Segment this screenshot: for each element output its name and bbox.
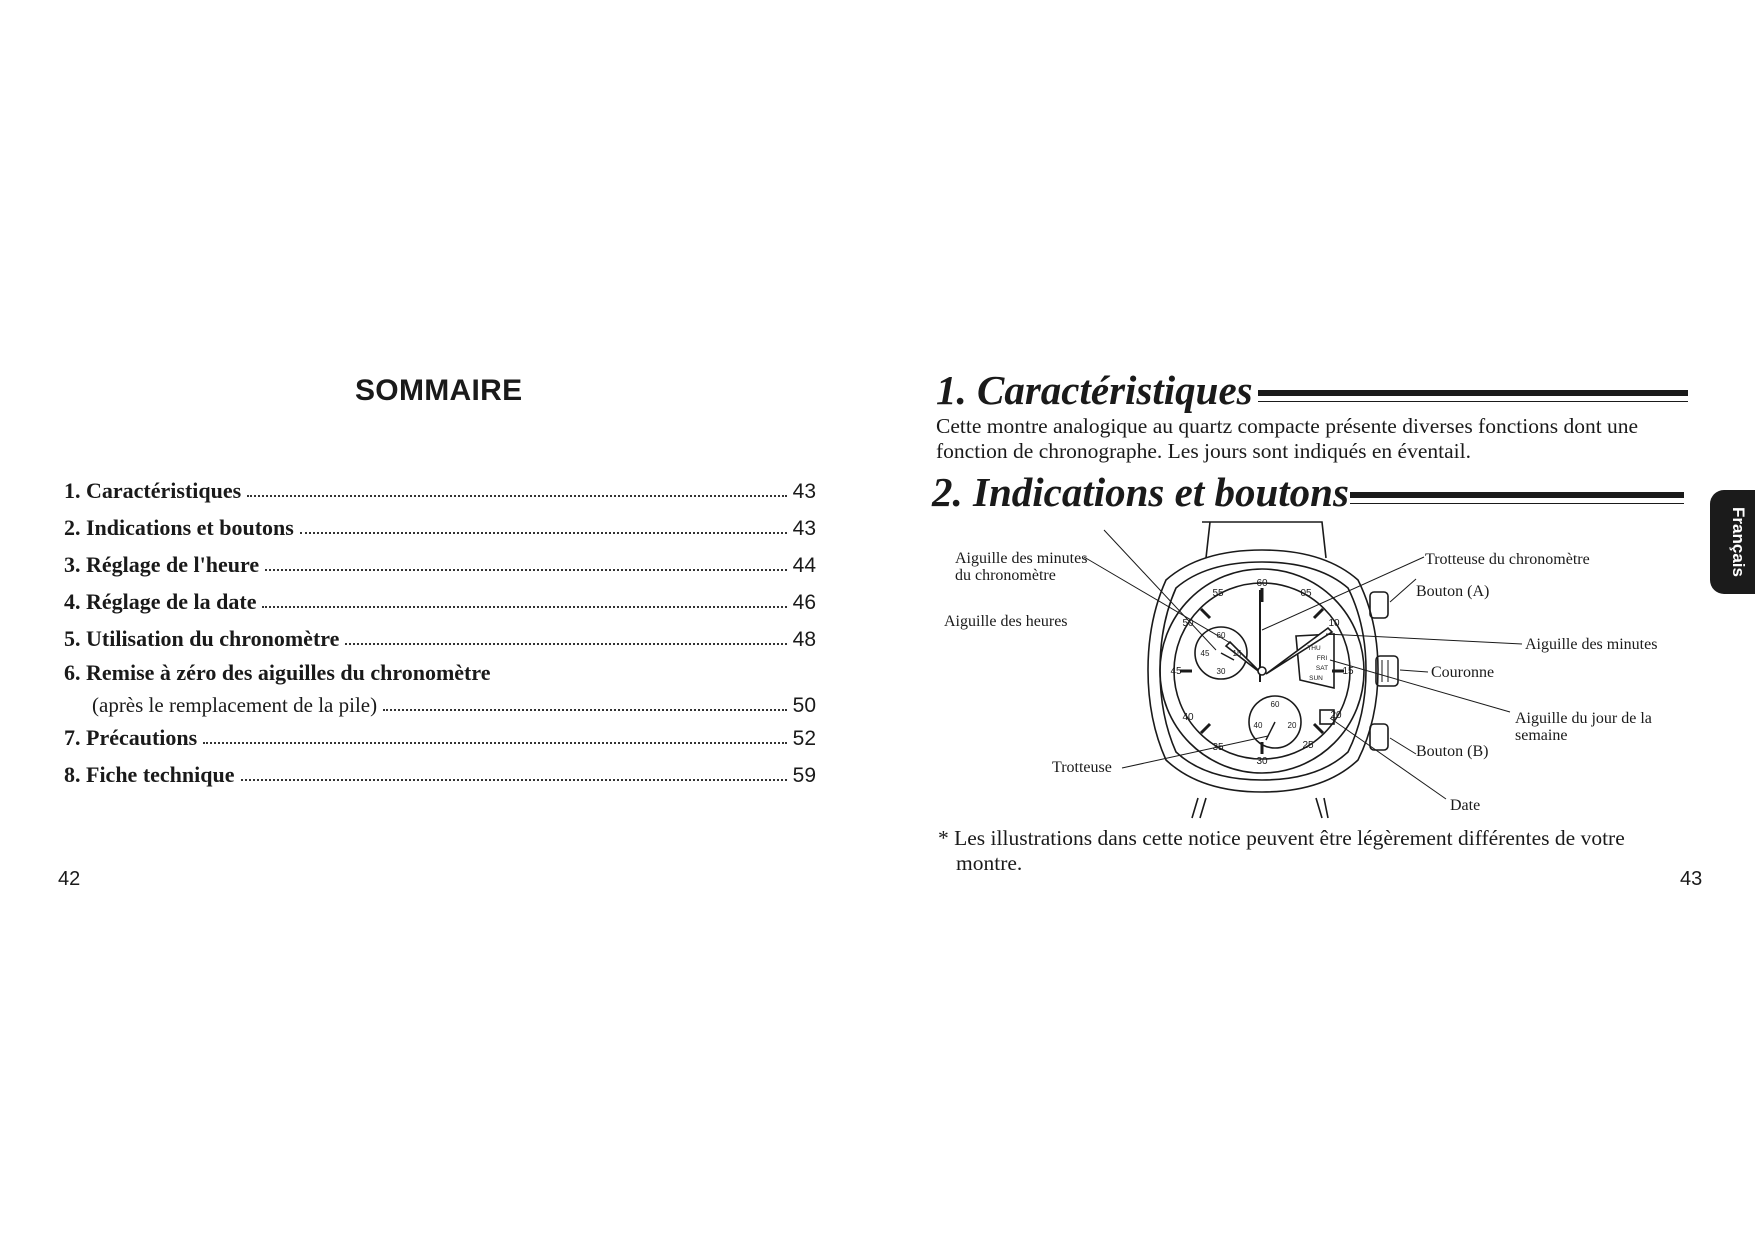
- title-rule-thick: [1350, 492, 1684, 498]
- watch-strap-top: [1202, 522, 1326, 558]
- label-chrono-second-hand: Trotteuse du chronomètre: [1425, 551, 1590, 568]
- dial-outer-number: 20: [1330, 710, 1342, 721]
- subdial-number: 40: [1253, 721, 1263, 730]
- toc-leader-dots: [345, 643, 786, 645]
- label-line: Aiguille des minutes: [955, 550, 1088, 567]
- dial-outer-number: 50: [1182, 618, 1194, 629]
- section1-line: Cette montre analogique au quartz compacte présente diverses fonctions dont une: [936, 414, 1639, 438]
- toc-leader-dots: [383, 709, 787, 711]
- label-line: du chronomètre: [955, 567, 1056, 584]
- toc-entry-label: 7. Précautions: [64, 725, 198, 750]
- dial-outer-number: 35: [1212, 742, 1224, 753]
- toc-entry[interactable]: [64, 585, 816, 615]
- dial-outer-number: 25: [1302, 740, 1314, 751]
- toc-entry[interactable]: [64, 474, 816, 504]
- dial-outer-number: 45: [1170, 666, 1182, 677]
- label-line: Aiguille du jour de la: [1515, 710, 1652, 727]
- dial-outer-number: 60: [1256, 578, 1268, 589]
- leader-minute-hand: [1326, 634, 1522, 644]
- toc-leader-dots: [300, 532, 787, 534]
- illustration-note: [938, 826, 1698, 876]
- toc-entry-page: 59: [792, 764, 816, 787]
- day-label: SAT: [1315, 665, 1329, 672]
- toc-entry[interactable]: [64, 511, 816, 541]
- toc-leader-dots: [241, 779, 787, 781]
- toc-entry-label: 3. Réglage de l'heure: [64, 552, 260, 577]
- label-line: semaine: [1515, 727, 1568, 744]
- toc-entry-page: 43: [792, 517, 816, 540]
- label-minute-hand: Aiguille des minutes: [1525, 636, 1658, 653]
- toc-entry-label: 2. Indications et boutons: [64, 515, 294, 540]
- toc-leader-dots: [262, 606, 786, 608]
- toc-entry[interactable]: [64, 688, 816, 718]
- subdial-number: 15: [1232, 649, 1242, 658]
- dial-outer-number: 55: [1212, 588, 1224, 599]
- crown-shape: [1376, 656, 1398, 686]
- title-rule-thin: [1350, 503, 1684, 504]
- toc-leader-dots: [247, 495, 786, 497]
- toc-entry-page: 52: [792, 727, 816, 750]
- toc-leader-dots: [203, 742, 786, 744]
- watch-strap-bottom: [1192, 798, 1328, 818]
- dial-outer-number: 30: [1256, 756, 1268, 767]
- toc-entry-page: 43: [792, 480, 816, 503]
- label-small-seconds: Trotteuse: [1052, 759, 1112, 776]
- note-line: montre.: [956, 851, 1023, 875]
- subdial-number: 45: [1200, 649, 1210, 658]
- label-date: Date: [1450, 797, 1481, 814]
- leader-crown: [1400, 670, 1428, 672]
- title-rule-thin: [1258, 401, 1688, 402]
- label-chrono-minute-hand: [955, 550, 1087, 584]
- toc-entry[interactable]: [64, 548, 816, 578]
- dial-outer-number: 05: [1300, 588, 1312, 599]
- language-tab-label: Français: [1728, 507, 1748, 577]
- section1-line: fonction de chronographe. Les jours sont indiqués en éventail.: [936, 439, 1471, 463]
- label-button-a: Bouton (A): [1416, 583, 1490, 600]
- page-number-left: 42: [58, 868, 81, 890]
- toc-leader-dots: [265, 569, 787, 571]
- subdial-number: 20: [1287, 721, 1297, 730]
- day-label: THU: [1307, 645, 1321, 652]
- section-title-caracteristiques: 1. Caractéristiques: [936, 367, 1253, 413]
- label-hour-hand: Aiguille des heures: [944, 613, 1068, 630]
- label-button-b: Bouton (B): [1416, 743, 1489, 760]
- toc-entry-label: 5. Utilisation du chronomètre: [64, 626, 340, 651]
- button-b-shape: [1370, 724, 1388, 750]
- day-label: FRI: [1316, 655, 1328, 662]
- toc-entry-page: 48: [792, 628, 816, 651]
- toc-entry-label: 1. Caractéristiques: [64, 478, 242, 503]
- toc-title: SOMMAIRE: [355, 374, 523, 407]
- dial-outer-number: 15: [1342, 666, 1354, 677]
- day-label: SUN: [1309, 675, 1323, 682]
- label-crown: Couronne: [1431, 664, 1495, 681]
- toc-entry-page: 50: [792, 694, 816, 717]
- section-title-indications: 2. Indications et boutons: [932, 469, 1349, 515]
- button-a-shape: [1370, 592, 1388, 618]
- subdial-number: 60: [1216, 631, 1226, 640]
- toc-entry-page: 46: [792, 591, 816, 614]
- dial-outer-number: 10: [1328, 618, 1340, 629]
- leader-button-b: [1390, 738, 1416, 754]
- subdial-number: 60: [1270, 700, 1280, 709]
- subdial-number: 30: [1216, 667, 1226, 676]
- label-day-hand: [1515, 710, 1652, 744]
- dial-outer-number: 40: [1182, 712, 1194, 723]
- leader-small-seconds: [1122, 736, 1268, 768]
- toc-entry[interactable]: [64, 758, 816, 788]
- note-line: * Les illustrations dans cette notice peuvent être légèrement différentes de votre: [938, 826, 1625, 850]
- title-rule-thick: [1258, 390, 1688, 396]
- toc-entry-sublabel: (après le remplacement de la pile): [92, 693, 378, 717]
- toc-entry-page: 44: [792, 554, 816, 577]
- toc-entry-label: 4. Réglage de la date: [64, 589, 257, 614]
- toc-entry-label: 8. Fiche technique: [64, 762, 235, 787]
- section1-paragraph: [936, 414, 1696, 464]
- small-second-hand: [1266, 722, 1275, 740]
- toc-entry[interactable]: [64, 622, 816, 652]
- toc-entry[interactable]: [64, 721, 816, 751]
- leader-button-a: [1390, 579, 1416, 602]
- page-number-right: 43: [1680, 868, 1703, 890]
- language-tab[interactable]: [1710, 490, 1755, 594]
- toc-entry-label[interactable]: 6. Remise à zéro des aiguilles du chronomètre: [64, 660, 491, 685]
